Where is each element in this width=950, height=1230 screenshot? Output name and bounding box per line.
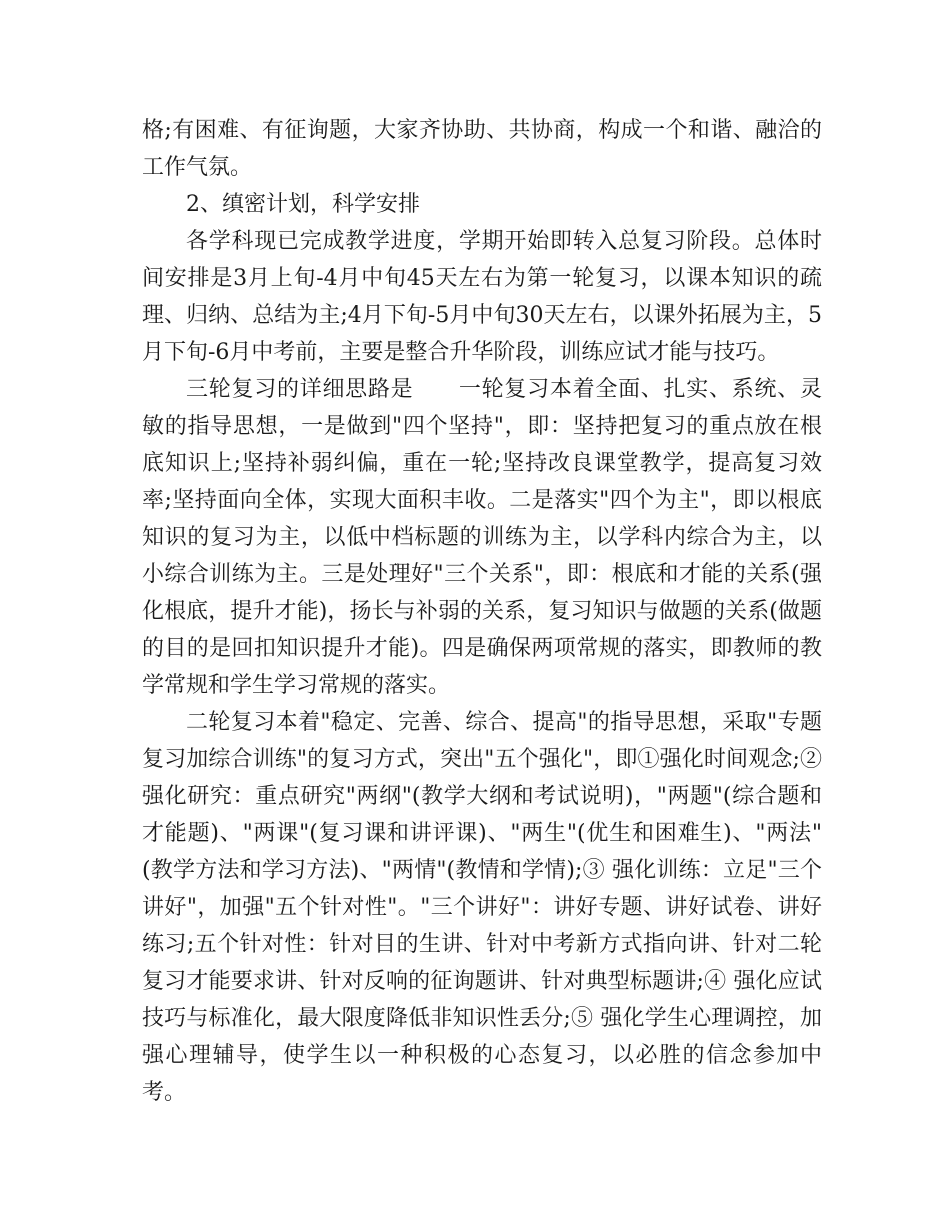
section-heading: 2、缜密计划，科学安排 bbox=[186, 192, 420, 217]
document-body bbox=[142, 112, 822, 1111]
paragraph-second-round: 二轮复习本着"稳定、完善、综合、提高"的指导思想，采取"专题复习加综合训练"的复习方式，突出"五个强化"，即①强化时间观念;② 强化研究：重点研究"两纲"(教学大纲和考试说明)，"两题"(综合题和才能题)、"两课"(复习课和讲评课)、"两生"(优生和困难生)、"两法"(教学方法和学习方法)、"两情"(教情和学情);③ 强化训练：立足"三个讲好"，加强"五个针对性"。"三个讲好"：讲好专题、讲好试卷、讲好练习;五个针对性：针对目的生讲、针对中考新方式指向讲、针对二轮复习才能要求讲、针对反响的征询题讲、针对典型标题讲;④ 强化应试技巧与标准化，最大限度降低非知识性丢分;⑤ 强化学生心理调控，加强心理辅导，使学生以一种积极的心态复习，以必胜的信念参加中考。 bbox=[142, 710, 822, 1105]
paragraph-continuation: 格;有困难、有征询题，大家齐协助、共协商，构成一个和谐、融洽的工作气氛。 bbox=[142, 118, 822, 180]
paragraph-first-round: 三轮复习的详细思路是 一轮复习本着全面、扎实、系统、灵敏的指导思想，一是做到"四个坚持"，即：坚持把复习的重点放在根底知识上;坚持补弱纠偏，重在一轮;坚持改良课堂教学，提高复习效率;坚持面向全体，实现大面积丰收。二是落实"四个为主"，即以根底知识的复习为主，以低中档标题的训练为主，以学科内综合为主，以小综合训练为主。三是处理好"三个关系"，即：根底和才能的关系(强化根底，提升才能)，扬长与补弱的关系，复习知识与做题的关系(做题的目的是回扣知识提升才能)。四是确保两项常规的落实，即教师的教学常规和学生学习常规的落实。 bbox=[142, 377, 822, 698]
paragraph-schedule: 各学科现已完成教学进度，学期开始即转入总复习阶段。总体时间安排是3月上旬-4月中旬45天左右为第一轮复习，以课本知识的疏理、归纳、总结为主;4月下旬-5月中旬30天左右，以课外拓展为主，5月下旬-6月中考前，主要是整合升华阶段，训练应试才能与技巧。 bbox=[142, 229, 822, 365]
